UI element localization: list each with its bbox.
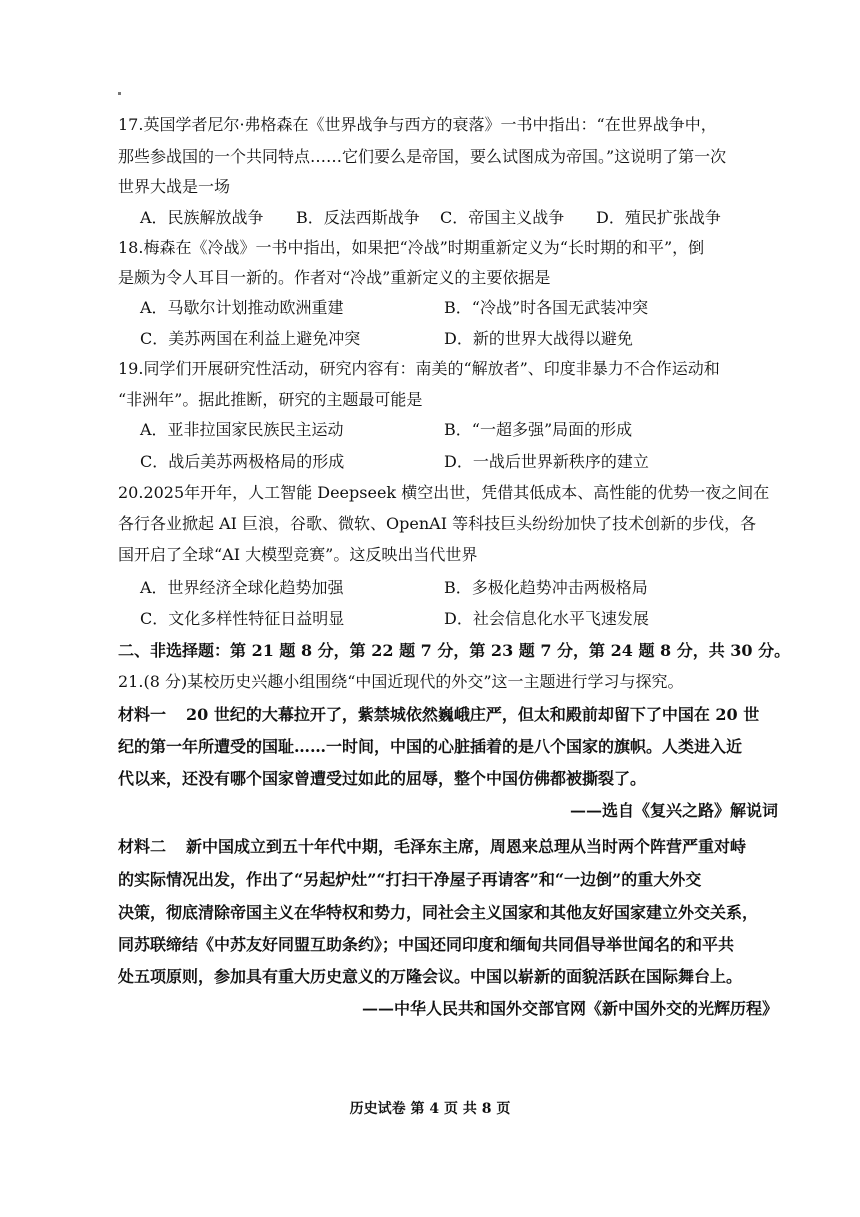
q19-option-d: D．一战后世界新秩序的建立 (444, 452, 649, 471)
material-2-source: ——中华人民共和国外交部官网《新中国外交的光辉历程》 (361, 999, 778, 1018)
q18-line-2: 是颇为令人耳目一新的。作者对“冷战”重新定义的主要依据是 (118, 268, 551, 287)
q21-stem: 21.(8 分)某校历史兴趣小组围绕“中国近现代的外交”这一主题进行学习与探究。 (118, 672, 684, 691)
q19-option-b: B．“一超多强”局面的形成 (444, 420, 633, 439)
q19-option-a: A．亚非拉国家民族民主运动 (140, 420, 344, 439)
material-2-line-2: 的实际情况出发，作出了“另起炉灶”“打扫干净屋子再请客”和“一边倒”的重大外交 (118, 870, 702, 889)
q19-line-2: “非洲年”。据此推断，研究的主题最可能是 (118, 390, 423, 409)
q20-option-a: A．世界经济全球化趋势加强 (140, 578, 344, 597)
q18-option-d: D．新的世界大战得以避免 (444, 329, 633, 348)
q18-option-a: A．马歇尔计划推动欧洲重建 (140, 298, 344, 317)
q18-option-b: B．“冷战”时各国无武装冲突 (444, 298, 649, 317)
q17-option-a: A．民族解放战争 (140, 208, 264, 227)
material-1-label: 材料一 (118, 705, 167, 724)
material-2-line-5: 处五项原则，参加具有重大历史意义的万隆会议。中国以崭新的面貌活跃在国际舞台上。 (118, 967, 743, 986)
q20-line-1: 20.2025年开年，人工智能 Deepseek 横空出世，凭借其低成本、高性能的优势一夜之间在 (118, 483, 770, 502)
q17-option-d: D．殖民扩张战争 (596, 208, 721, 227)
q19-option-c: C．战后美苏两极格局的形成 (140, 452, 345, 471)
q20-line-2: 各行各业掀起 AI 巨浪，谷歌、微软、OpenAI 等科技巨头纷纷加快了技术创新的步伐，各 (118, 514, 757, 533)
material-1-line-3: 代以来，还没有哪个国家曾遭受过如此的屈辱，整个中国仿佛都被撕裂了。 (118, 769, 647, 788)
material-1-line-2: 纪的第一年所遭受的国耻……一时间，中国的心脏插着的是八个国家的旗帜。人类进入近 (118, 737, 743, 756)
scan-mark (118, 92, 121, 95)
q20-option-d: D．社会信息化水平飞速发展 (444, 609, 649, 628)
material-2-line-3: 决策，彻底清除帝国主义在华特权和势力，同社会主义国家和其他友好国家建立外交关系， (118, 903, 759, 922)
page-footer: 历史试卷 第 4 页 共 8 页 (349, 1101, 511, 1117)
material-2-line-4: 同苏联缔结《中苏友好同盟互助条约》；中国还同印度和缅甸共同倡导举世闻名的和平共 (118, 935, 735, 954)
q20-line-3: 国开启了全球“AI 大模型竞赛”。这反映出当代世界 (118, 545, 478, 564)
material-2-label: 材料二 (118, 837, 167, 856)
section-2-heading: 二、非选择题：第 21 题 8 分，第 22 题 7 分，第 23 题 7 分，第 24 题 8 分，共 30 分。 (118, 641, 791, 660)
material-1-line-1: 20 世纪的大幕拉开了，紫禁城依然巍峨庄严，但太和殿前却留下了中国在 20 世 (186, 705, 760, 724)
material-2-line-1: 新中国成立到五十年代中期，毛泽东主席，周恩来总理从当时两个阵营严重对峙 (186, 837, 747, 856)
q18-option-c: C．美苏两国在利益上避免冲突 (140, 329, 361, 348)
q17-option-b: B．反法西斯战争 (296, 208, 420, 227)
q17-line-1: 17.英国学者尼尔·弗格森在《世界战争与西方的衰落》一书中指出：“在世界战争中， (118, 115, 717, 134)
q18-line-1: 18.梅森在《冷战》一书中指出，如果把“冷战”时期重新定义为“长时期的和平”，倒 (118, 238, 705, 257)
q20-option-b: B．多极化趋势冲击两极格局 (444, 578, 648, 597)
q17-line-3: 世界大战是一场 (118, 177, 231, 196)
q17-line-2: 那些参战国的一个共同特点……它们要么是帝国，要么试图成为帝国。”这说明了第一次 (118, 147, 727, 166)
q20-option-c: C．文化多样性特征日益明显 (140, 609, 345, 628)
material-1-source: ——选自《复兴之路》解说词 (569, 801, 778, 820)
q19-line-1: 19.同学们开展研究性活动，研究内容有：南美的“解放者”、印度非暴力不合作运动和 (118, 359, 720, 378)
q17-option-c: C．帝国主义战争 (440, 208, 565, 227)
